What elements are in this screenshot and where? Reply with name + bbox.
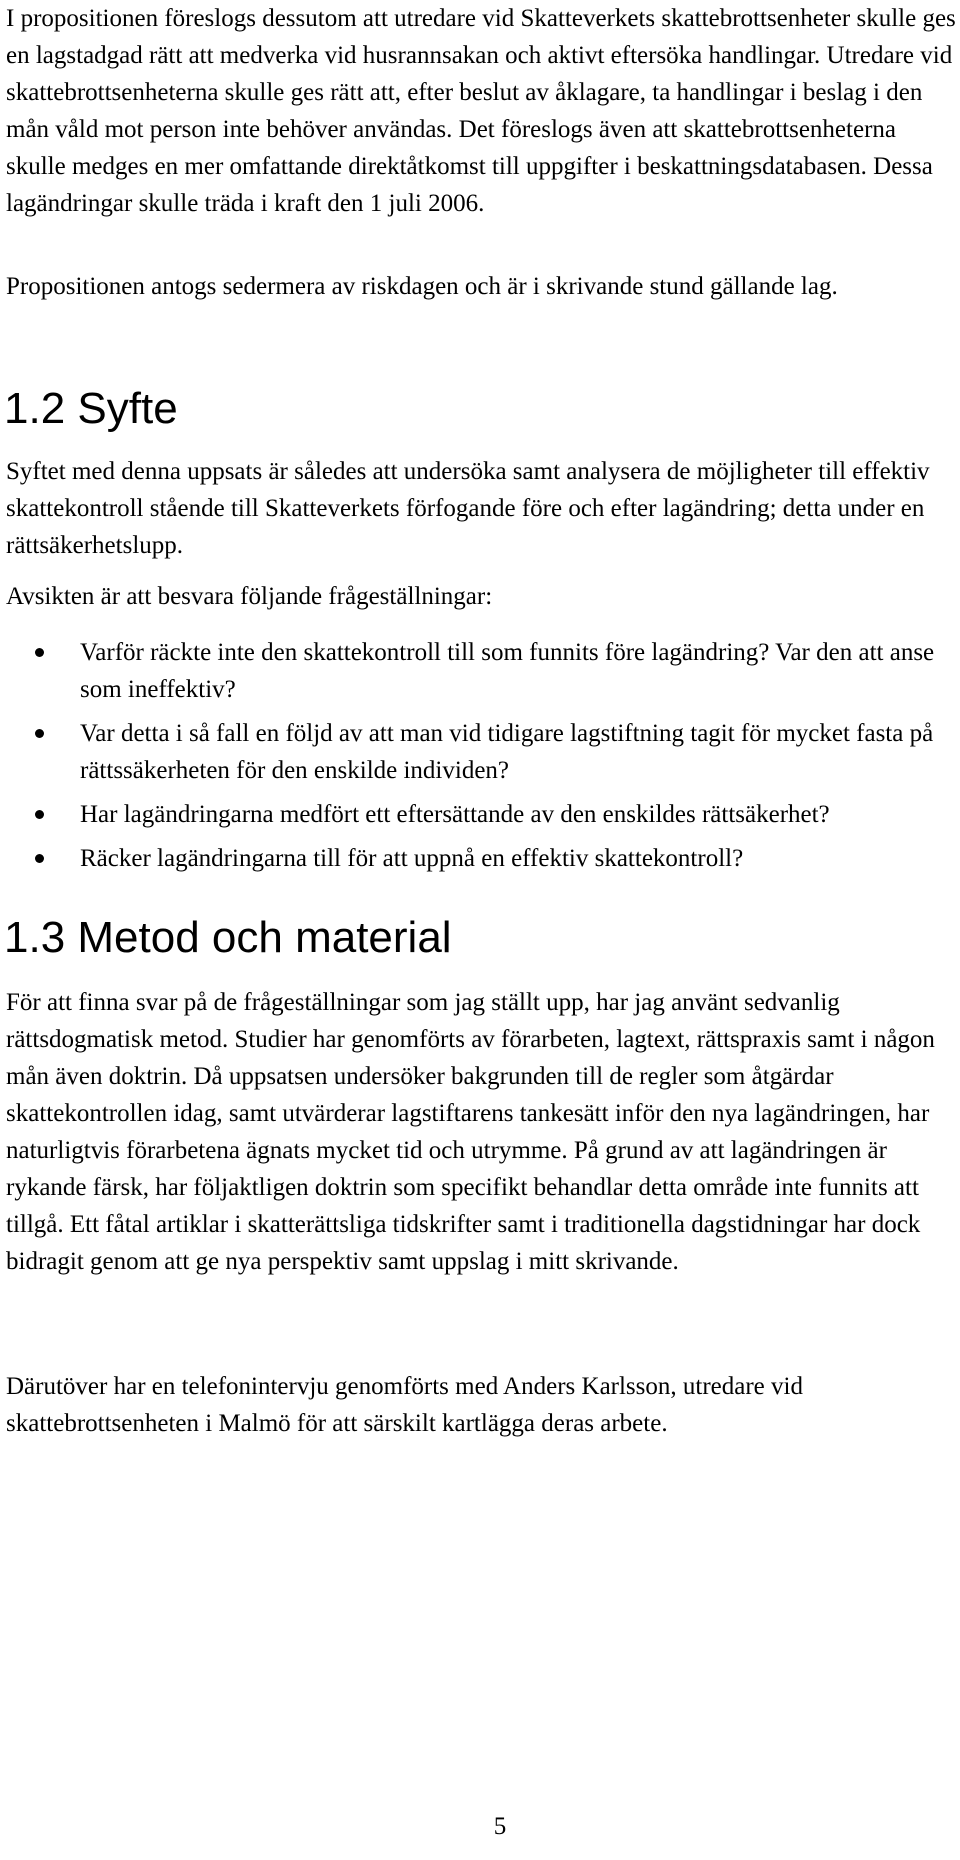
list-item (0, 840, 960, 877)
list-item (0, 796, 960, 833)
bullet-icon (35, 648, 44, 657)
section-heading-syfte: 1.2 Syfte (4, 384, 178, 433)
bullet-icon (35, 810, 44, 819)
questions-intro: Avsikten är att besvara följande frågeställningar: (6, 583, 493, 610)
section-heading-metod: 1.3 Metod och material (4, 913, 452, 962)
list-item (0, 634, 960, 708)
question-text: Var detta i så fall en följd av att man vid tidigare lagstiftning tagit för mycket fasta på rättssäkerheten för den enskilde individen? (80, 720, 934, 784)
metod-paragraph-1: För att finna svar på de frågeställningar som jag ställt upp, har jag använt sedvanlig rättsdogmatisk metod. Studier har genomförts av förarbeten, lagtext, rättspraxis samt i någon mån även doktrin. Då uppsatsen undersöker bakgrunden till de regler som åtgärdar skattekontrollen idag, samt utvärderar lagstiftarens tankesätt inför den nya lagändringen, har naturligtvis förarbetena ägnats mycket tid och utrymme. På grund av att lagändringen är rykande färsk, har följaktligen doktrin som specifikt behandlar detta område inte funnits att tillgå. Ett fåtal artiklar i skatterättsliga tidskrifter samt i traditionella dagstidningar har dock bidragit genom att ge nya perspektiv samt uppslag i mitt skrivande. (6, 989, 935, 1275)
questions-list (0, 634, 960, 884)
question-text: Varför räckte inte den skattekontroll till som funnits före lagändring? Var den att anse som ineffektiv? (80, 639, 935, 703)
bullet-icon (35, 854, 44, 863)
bullet-icon (35, 729, 44, 738)
question-text: Har lagändringarna medfört ett eftersättande av den enskildes rättsäkerhet? (80, 801, 830, 828)
intro-paragraph-1: I propositionen föreslogs dessutom att utredare vid Skatteverkets skattebrottsenheter skulle ges en lagstadgad rätt att medverka vid husrannsakan och aktivt eftersöka handlingar. Utredare vid skattebrottsenheterna skulle ges rätt att, efter beslut av åklagare, ta handlingar i beslag i den mån våld mot person inte behöver användas. Det föreslogs även att skattebrottsenheterna skulle medges en mer omfattande direktåtkomst till uppgifter i beskattningsdatabasen. Dessa lagändringar skulle träda i kraft den 1 juli 2006. (6, 5, 956, 217)
intro-paragraph-2: Propositionen antogs sedermera av riskdagen och är i skrivande stund gällande lag. (6, 273, 838, 300)
metod-paragraph-2: Därutöver har en telefonintervju genomförts med Anders Karlsson, utredare vid skattebrottsenheten i Malmö för att särskilt kartlägga deras arbete. (6, 1373, 803, 1437)
list-item (0, 715, 960, 789)
question-text: Räcker lagändringarna till för att uppnå en effektiv skattekontroll? (80, 845, 744, 872)
page-number: 5 (493, 1813, 507, 1840)
syfte-paragraph: Syftet med denna uppsats är således att undersöka samt analysera de möjligheter till effektiv skattekontroll stående till Skatteverkets förfogande före och efter lagändring; detta under en rättsäkerhetslupp. (6, 458, 930, 559)
